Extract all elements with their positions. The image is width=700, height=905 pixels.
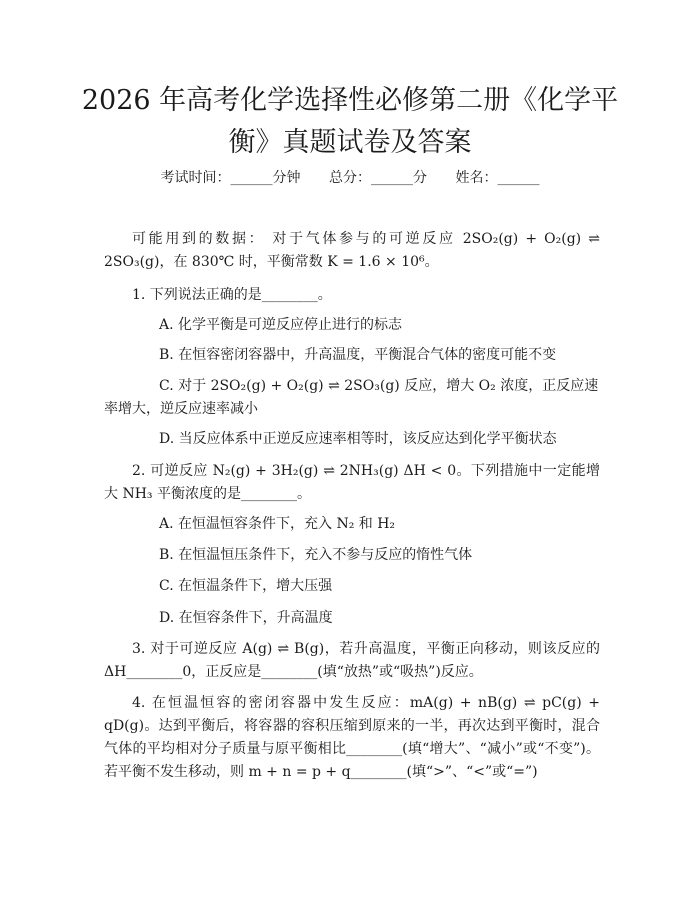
title-line-2: 衡》真题试卷及答案 <box>228 127 472 158</box>
question-2-option-d: D. 在恒容条件下，升高温度 <box>159 610 333 626</box>
question-2-option-b: B. 在恒温恒压条件下，充入不参与反应的惰性气体 <box>159 547 473 563</box>
question-1-stem: 1. 下列说法正确的是________。 <box>132 287 332 303</box>
question-1-option-a: A. 化学平衡是可逆反应停止进行的标志 <box>159 317 403 333</box>
question-3-stem: 3. 对于可逆反应 A(g) ⇌ B(g)，若升高温度，平衡正向移动，则该反应的 ΔH________0，正反应是________(填“放热”或“吸热”)反应。 <box>104 641 600 680</box>
page-title <box>0 80 700 164</box>
exam-score: 总分：______分 <box>329 170 427 186</box>
exam-name: 姓名：______ <box>455 170 540 186</box>
intro-data: 可能用到的数据： 对于气体参与的可逆反应 2SO₂(g) + O₂(g) ⇌ 2SO₃(g)，在 830℃ 时，平衡常数 K = 1.6 × 10⁶。 <box>104 231 600 270</box>
question-2-option-c: C. 在恒温条件下，增大压强 <box>159 578 333 594</box>
title-line-1: 2026 年高考化学选择性必修第二册《化学平 <box>81 85 619 116</box>
question-2-option-a: A. 在恒温恒容条件下，充入 N₂ 和 H₂ <box>159 516 396 532</box>
question-4-stem: 4. 在恒温恒容的密闭容器中发生反应：mA(g) + nB(g) ⇌ pC(g) + qD(g)。达到平衡后，将容器的容积压缩到原来的一半，再次达到平衡时，混合气体的平均相对分子质量与原平衡相比________(填“增大”、“减小”或“不变”)。若平衡不发生移动，则 m + n = p + q________(填“>”、“<”或“=”) <box>104 695 600 780</box>
exam-time: 考试时间：______分钟 <box>160 170 301 186</box>
question-1-option-d: D. 当反应体系中正逆反应速率相等时，该反应达到化学平衡状态 <box>159 431 557 447</box>
question-2-stem: 2. 可逆反应 N₂(g) + 3H₂(g) ⇌ 2NH₃(g) ΔH < 0。下列措施中一定能增大 NH₃ 平衡浓度的是________。 <box>104 463 600 502</box>
question-1-option-c: C. 对于 2SO₂(g) + O₂(g) ⇌ 2SO₃(g) 反应，增大 O₂ 浓度，正反应速率增大，逆反应速率减小 <box>104 378 599 417</box>
question-1-option-b: B. 在恒容密闭容器中，升高温度，平衡混合气体的密度可能不变 <box>159 347 557 363</box>
exam-meta <box>0 167 700 187</box>
